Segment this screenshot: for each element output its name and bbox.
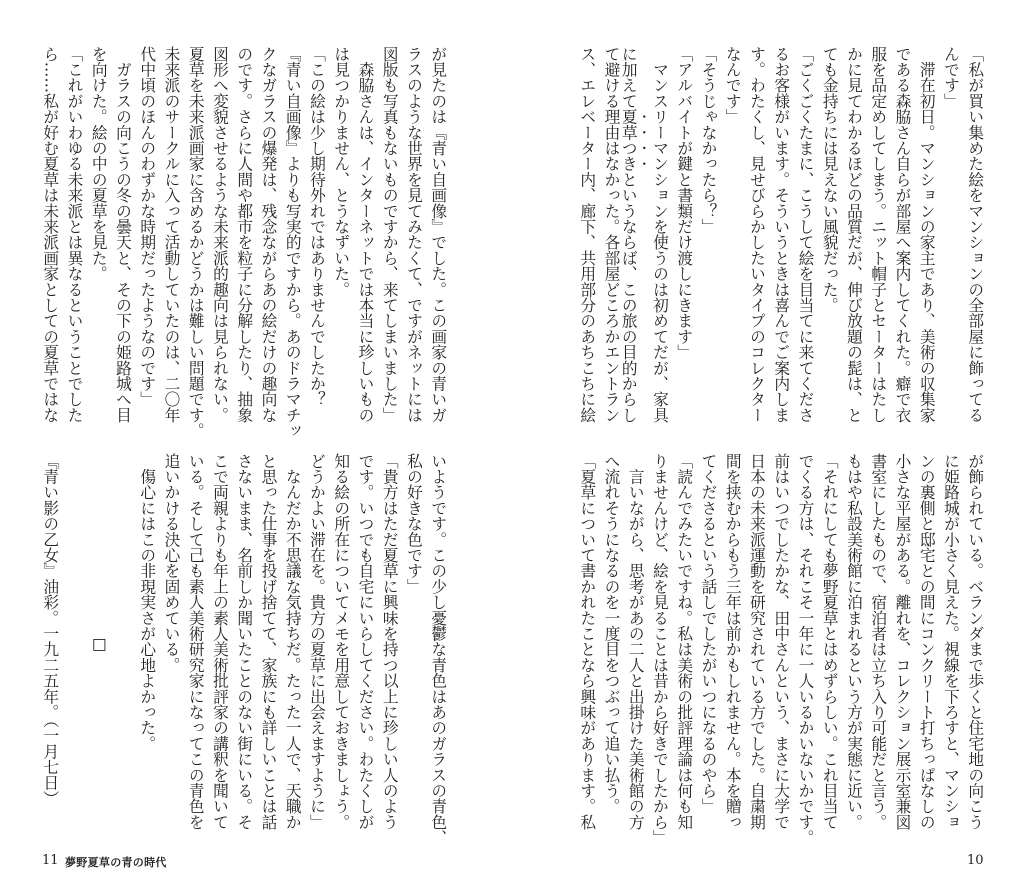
text-line: てくださるという話しでしたがいつになるのやら」 (699, 453, 719, 815)
text-line: 「貴方はただ夏草に興味を持つ以上に珍しい人のよう (380, 453, 400, 830)
text-line: 追いかける決心を固めている。 (162, 453, 182, 673)
text-line: 森脇さんは、インターネットでは本当に珍しいもの (356, 46, 376, 423)
artwork-caption: 『青い影の乙女』油彩。一九二五年。（一月七日） (41, 453, 61, 807)
text-line: 言いながら、思考があの二人と出掛けた美術館の方 (626, 453, 646, 830)
text-line: ス、エレベーター内、廊下、共用部分のあちこちに絵 (578, 46, 598, 423)
text-line: 間を挟むからもう三年は前かもしれません。本を贈っ (723, 453, 743, 830)
text-line: いる。そして己も素人美術研究家になってこの青色を (186, 453, 206, 830)
text-line: のです。さらに人間や都市を粒子に分解したり、抽象 (235, 46, 255, 423)
text-line: 夏草を未来派画家に含めるかどうかは難しい問題です。 (186, 46, 206, 439)
text-line: でくる方は、それこそ一年に一人いるかいないかです。 (796, 453, 816, 846)
text-line: 私の好きな色です」 (405, 453, 424, 595)
text-line: ても金持ちには見えない風貌だった。 (820, 46, 840, 313)
text-line: が見たのは『青い自画像』でした。この画家の青いガ (429, 46, 449, 423)
text-line: 傷心にはこの非現実さが心地よかった。 (138, 453, 158, 752)
page-number: 11 (42, 853, 59, 868)
text-line: 前はいつでしたかな、田中さんという、まさに大学で (772, 453, 792, 830)
text-line: クなガラスの爆発は、残念ながらあの絵だけの趣向な (259, 46, 279, 423)
text-line: なんです」 (723, 46, 743, 125)
text-line: に姫路城が小さく見えた。視線を下ろすと、マンショ (942, 453, 961, 830)
text-line: 「私が買い集めた絵をマンションの全部屋に飾ってる (966, 46, 986, 423)
text-block-upper (38, 46, 450, 438)
text-line: なんだか不思議な気持ちだ。たった一人で、天職か (283, 453, 303, 830)
text-line: 代中頃のほんのわずかな時期だったようなのです」 (138, 46, 158, 408)
text-line: 滞在初日。マンションの家主であり、美術の収集家 (917, 46, 937, 423)
text-line: 「読んでみたいですね。私は美術の批評理論は何も知 (675, 453, 695, 830)
text-line: 服を品定めしてしまう。ニット帽子とセーターはたし (869, 46, 889, 423)
text-line: マンスリーマンションを使うのは初めてだが、家具 (651, 46, 670, 423)
text-line: は見つかりません、とうなずいた。 (332, 46, 352, 298)
text-line: かに見てわかるほどの品質だが、伸び放題の髭は、と (845, 46, 864, 423)
text-line: 『青い自画像』よりも写実的ですから。あのドラマチッ (283, 46, 303, 439)
text-line: ンの裏側と邸宅との間にコンクリート打ちっぱなしの (917, 453, 937, 830)
text-line: である森脇さん自らが部屋へ案内してくれた。癖で衣 (893, 46, 913, 423)
text-line: です。いつでも自宅にいらしてください。わたくしが (356, 453, 376, 830)
text-line: と思った仕事を投げ捨てて、家族にも詳しいことは話 (259, 453, 279, 830)
text-line: 「ごくごくたまに、こうして絵を目当てに来てくださ (796, 46, 816, 423)
text-line: 「これがいわゆる未来派とは異なるということでした (65, 46, 85, 423)
text-line: ラスのような世界を見てみたくて、ですがネットには (405, 46, 424, 423)
page-10 (512, 0, 1024, 889)
text-line: 「それにしても夢野夏草とはめずらしい。これ目当て (820, 453, 840, 830)
text-line: 小さな平屋がある。離れを、コレクション展示室兼図 (893, 453, 913, 830)
text-line: んです」 (942, 46, 961, 109)
text-line: 書室にしたもので、宿泊者は立ち入り可能だと言う。 (869, 453, 889, 830)
page-number: 10 (967, 853, 984, 868)
text-line: ガラスの向こうの冬の曇天と、その下の姫路城へ目 (114, 46, 133, 423)
text-line: が飾られている。ベランダまで歩くと住宅地の向こう (966, 453, 986, 830)
text-block-upper (575, 46, 987, 438)
text-line: 「夏草について書かれたことなら興味があります。私 (578, 453, 598, 830)
emphasized-text: 夏草つき (619, 108, 639, 172)
text-line: を向けた。絵の中の夏草を見た。 (89, 46, 109, 282)
text-line: りませんけど、絵を見ることは昔から好きでしたから」 (651, 453, 670, 846)
running-title: 夢野夏草の青の時代 (65, 856, 167, 869)
text-line: 「アルバイトが鍵と書類だけ渡しにきます」 (675, 46, 695, 360)
text-line: 知る絵の所在についてメモを用意しておきましょう。 (332, 453, 352, 830)
text-line: 「そうじゃなかったら？」 (699, 46, 719, 235)
text-line: るお客様がいます。そういうときは喜んでご案内しま (772, 46, 792, 423)
text-line: ら……私が好む夏草は未来派画家としての夏草ではな (41, 46, 61, 423)
text-line: へ流れそうになるのを一度目をつぶって追い払う。 (602, 453, 622, 815)
text-line: いようです。この少し憂鬱な青色はあのガラスの青色、 (429, 453, 449, 846)
text-line: 未来派のサークルに入って活動していたのは、二〇年 (162, 46, 182, 423)
text-segment: に加えて (619, 46, 639, 109)
text-block-lower (38, 453, 450, 845)
text-line: 日本の未来派運動を研究されている方でした。自粛期 (748, 453, 767, 830)
text-line: 図版も写真もないものですから、来てしまいました」 (380, 46, 400, 423)
text-block-lower (575, 453, 987, 845)
text-line: 図形へ変貌させるような未来派的趣向は見られない。 (211, 46, 230, 423)
blank-line (111, 453, 135, 845)
blank-line (62, 453, 86, 845)
text-line: て避ける理由はなかった。各部屋どころかエントラン (602, 46, 622, 423)
text-line: こで両親よりも年上の素人美術批評家の講釈を聞いて (211, 453, 230, 830)
text-line: もはや私設美術館に泊まれるという方が実態に近い。 (845, 453, 864, 830)
text-line: さないまま、名前しか聞いたことのない街にいる。そ (235, 453, 255, 830)
text-line-with-emphasis (619, 46, 648, 438)
section-break-mark: □ (89, 634, 109, 653)
text-line: す。わたくし、見せびらかしたいタイプのコレクター (748, 46, 767, 423)
text-line: 「この絵は少し期待外れではありませんでしたか？ (308, 46, 327, 408)
text-line: どうかよい滞在を。貴方の夏草に出会えますように」 (308, 453, 327, 830)
text-segment: というならば、この旅の目的からし (619, 171, 639, 423)
